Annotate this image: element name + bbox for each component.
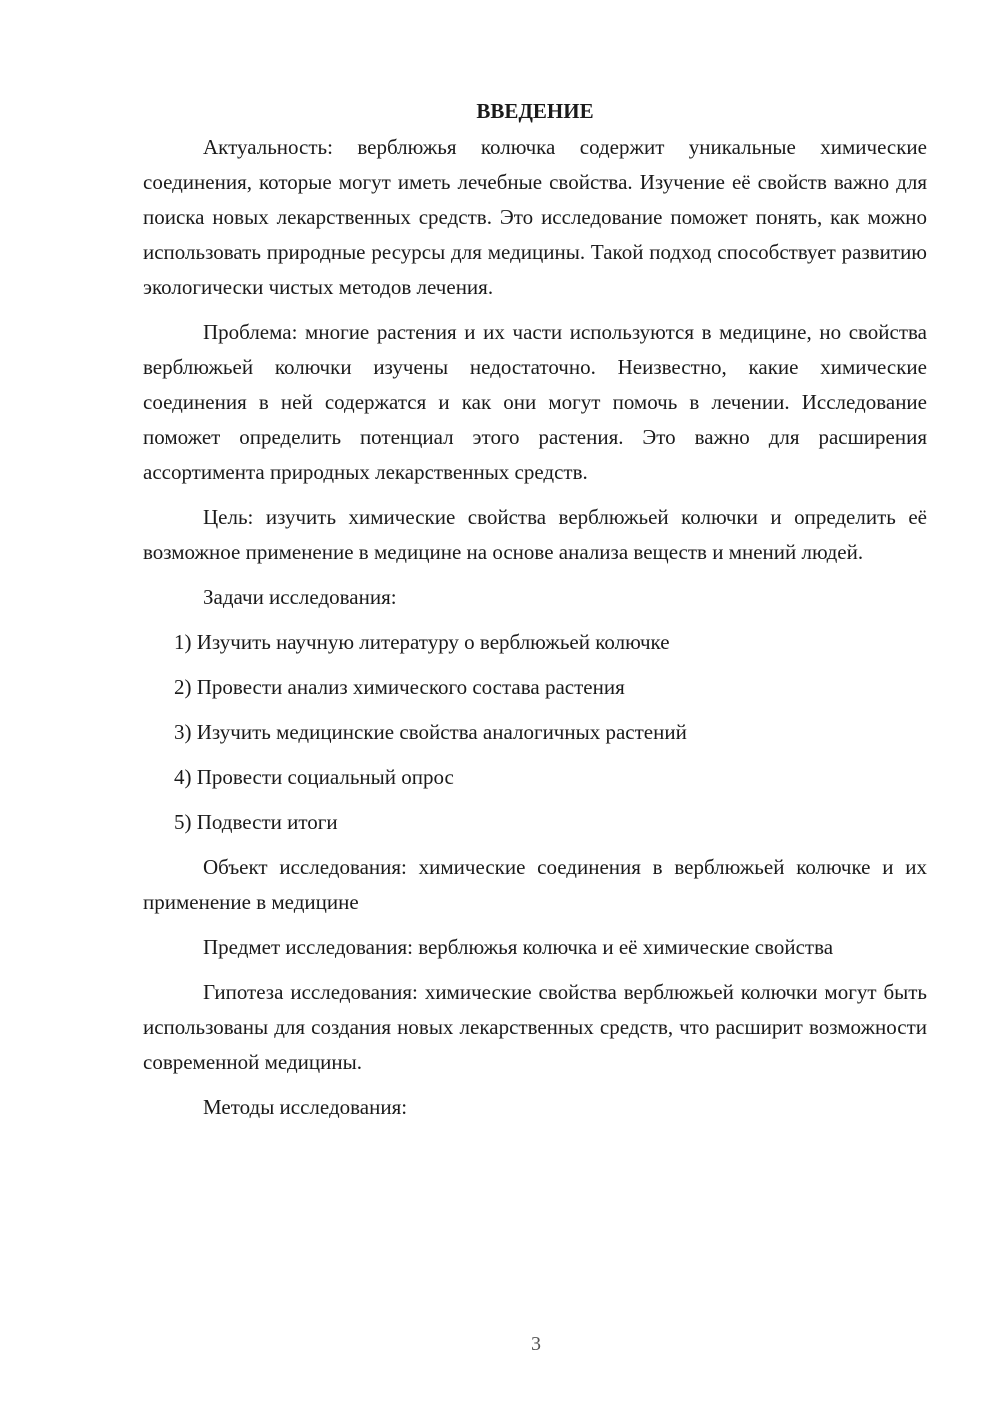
paragraph-object: Объект исследования: химические соединения в верблюжьей колючке и их применение в медицине (143, 855, 927, 914)
page-title: ВВЕДЕНИЕ (476, 99, 594, 123)
paragraph-hypothesis: Гипотеза исследования: химические свойства верблюжьей колючки могут быть использованы для создания новых лекарственных средств, что расширит возможности современной медицины. (143, 980, 927, 1074)
list-item: 3) Изучить медицинские свойства аналогичных растений (174, 720, 687, 744)
methods-heading: Методы исследования: (203, 1095, 408, 1119)
paragraph-problem: Проблема: многие растения и их части используются в медицине, но свойства верблюжьей колючки изучены недостаточно. Неизвестно, какие химические соединения в ней содержатся и как они могут помочь в лечении. Исследование поможет определить потенциал этого растения. Это важно для расширения ассортимента природных лекарственных средств. (143, 320, 927, 484)
document-page (143, 96, 927, 1135)
paragraph-subject: Предмет исследования: верблюжья колючка и её химические свойства (203, 935, 834, 959)
list-item: 2) Провести анализ химического состава растения (174, 675, 625, 699)
tasks-heading: Задачи исследования: (203, 585, 397, 609)
list-item: 5) Подвести итоги (174, 810, 338, 834)
list-item: 1) Изучить научную литературу о верблюжьей колючке (174, 630, 670, 654)
paragraph-goal: Цель: изучить химические свойства верблюжьей колючки и определить её возможное применение в медицине на основе анализа веществ и мнений людей. (143, 505, 927, 564)
list-item: 4) Провести социальный опрос (174, 765, 454, 789)
paragraph-relevance: Актуальность: верблюжья колючка содержит уникальные химические соединения, которые могут иметь лечебные свойства. Изучение её свойств важно для поиска новых лекарственных средств. Это исследование поможет понять, как можно использовать природные ресурсы для медицины. Такой подход способствует развитию экологически чистых методов лечения. (143, 135, 927, 299)
page-number: 3 (531, 1333, 541, 1355)
tasks-list (143, 625, 927, 840)
